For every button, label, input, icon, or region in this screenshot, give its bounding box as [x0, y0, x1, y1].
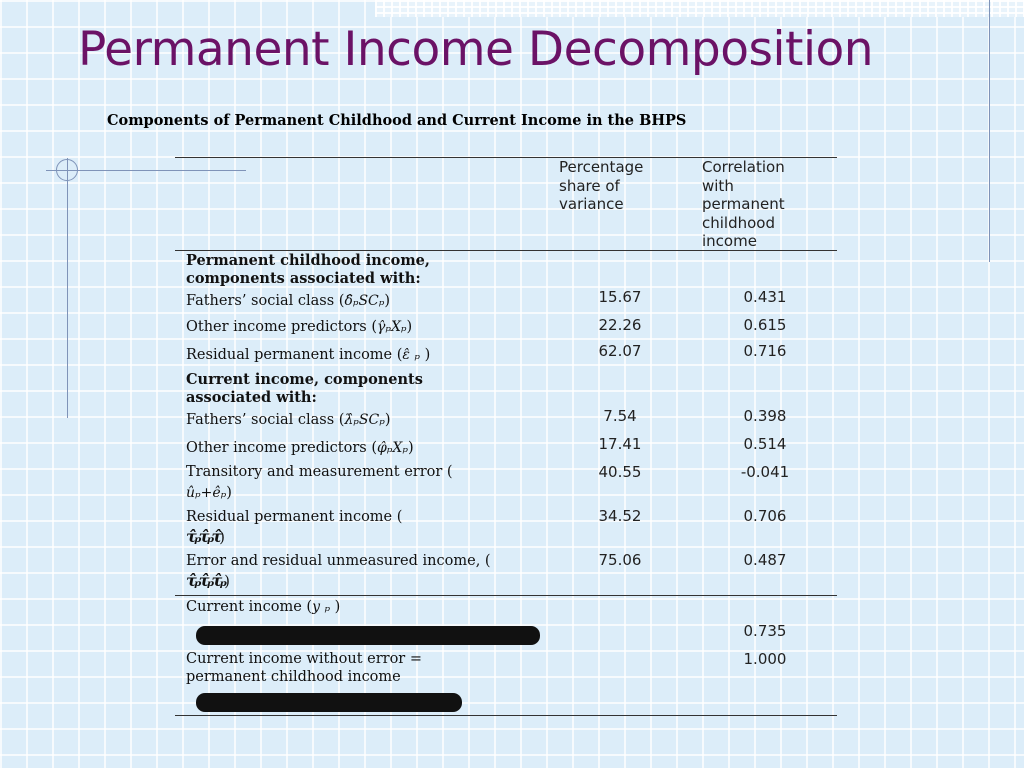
share-value: 15.67 [598, 288, 642, 306]
row-label: Fathers’ social class (λ̂ₚSCₚ) [186, 412, 391, 428]
share-value: 40.55 [598, 463, 642, 481]
table-caption: Components of Permanent Childhood and Current Income in the BHPS [107, 112, 687, 129]
row-label-formula: τ̂ₚτ̂ₚτ̂) [186, 527, 225, 546]
row-label: Current income without error = permanent childhood income [186, 651, 423, 685]
correlation-value: 0.514 [743, 435, 787, 453]
row-label: Other income predictors (φ̂ₚXₚ) [186, 440, 414, 456]
correlation-value: 0.706 [743, 507, 787, 525]
row-label-formula: ûₚ+êₚ) [186, 485, 232, 501]
left-vertical-line-decoration [67, 158, 68, 418]
section-current-income: Current income, components associated with: [186, 371, 423, 406]
row-label: Transitory and measurement error ( [186, 464, 453, 480]
garbled-formula-graphic [196, 626, 540, 645]
header-share-of-variance: Percentage share of variance [559, 158, 644, 213]
correlation-value: 1.000 [743, 650, 787, 668]
row-label: Fathers’ social class (δ̂ₚSCₚ) [186, 293, 391, 309]
share-value: 75.06 [598, 551, 642, 569]
correlation-value: 0.431 [743, 288, 787, 306]
correlation-value: 0.398 [743, 407, 787, 425]
share-value: 62.07 [598, 342, 642, 360]
row-label: Residual permanent income (ε̂ ₚ ) [186, 347, 431, 363]
row-label: Residual permanent income ( [186, 509, 403, 525]
current-income-rule [175, 595, 837, 596]
row-label: Other income predictors (γ̂ₚXₚ) [186, 319, 413, 335]
section-permanent-childhood: Permanent childhood income, components associated with: [186, 252, 430, 287]
row-label: Current income (y ₚ ) [186, 599, 341, 615]
correlation-value: 0.735 [743, 622, 787, 640]
share-value: 7.54 [603, 407, 637, 425]
share-value: 17.41 [598, 435, 642, 453]
row-label: Error and residual unmeasured income, ( [186, 553, 491, 569]
share-value: 22.26 [598, 316, 642, 334]
header-correlation: Correlation with permanent childhood income [702, 158, 785, 250]
table-bottom-rule [175, 715, 837, 716]
correlation-value: 0.716 [743, 342, 787, 360]
page-title: Permanent Income Decomposition [78, 22, 874, 77]
share-value: 34.52 [598, 507, 642, 525]
circle-decoration [56, 159, 78, 181]
right-vertical-line-decoration [989, 0, 990, 262]
correlation-value: -0.041 [740, 463, 790, 481]
row-label-formula: τ̂ₚτ̂ₚτ̂ₚ) [186, 571, 230, 590]
garbled-formula-graphic [196, 693, 462, 712]
top-pattern-decoration [375, 0, 1024, 17]
correlation-value: 0.615 [743, 316, 787, 334]
correlation-value: 0.487 [743, 551, 787, 569]
